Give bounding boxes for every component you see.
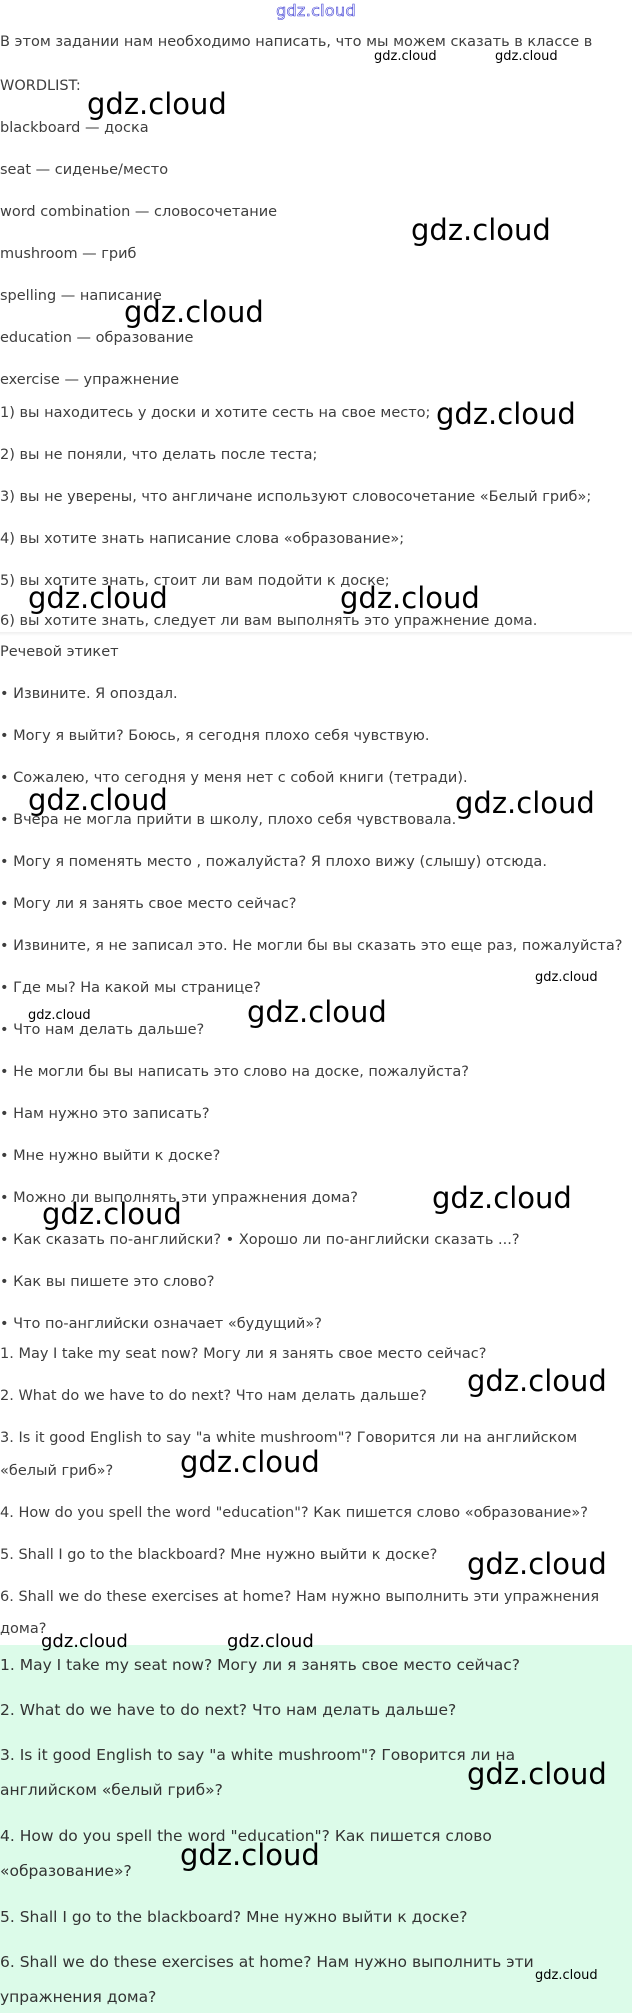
watermark: gdz.cloud: [180, 1838, 320, 1872]
answer-line: 4. How do you spell the word "education"? Как пишется слово «образование»?: [0, 1505, 588, 1521]
etiquette-item: • Можно ли выполнять эти упражнения дома?: [0, 1190, 358, 1206]
etiquette-item: • Сожалею, что сегодня у меня нет с собой книги (тетради).: [0, 770, 468, 786]
final-answer-line: 5. Shall I go to the blackboard? Мне нужно выйти к доске?: [0, 1908, 468, 1926]
etiquette-item: • Как сказать по-английски? • Хорошо ли по-английски сказать ...?: [0, 1232, 520, 1248]
situation-item: 4) вы хотите знать написание слова «образование»;: [0, 531, 405, 547]
watermark: gdz.cloud: [28, 1008, 91, 1023]
etiquette-item: • Что по-английски означает «будущий»?: [0, 1316, 322, 1332]
watermark: gdz.cloud: [535, 970, 598, 985]
etiquette-item: • Как вы пишете это слово?: [0, 1274, 215, 1290]
answer-line: 1. May I take my seat now? Могу ли я занять свое место сейчас?: [0, 1346, 487, 1362]
etiquette-item: • Что нам делать дальше?: [0, 1022, 205, 1038]
answer-line: 2. What do we have to do next? Что нам делать дальше?: [0, 1388, 427, 1404]
watermark: gdz.cloud: [87, 87, 227, 121]
etiquette-item: • Могу я выйти? Боюсь, я сегодня плохо себя чувствую.: [0, 728, 430, 744]
watermark: gdz.cloud: [467, 1364, 607, 1398]
final-answer-line: «образование»?: [0, 1862, 132, 1880]
wordlist-item: spelling — написание: [0, 288, 162, 304]
etiquette-item: • Вчера не могла прийти в школу, плохо себя чувствовала.: [0, 812, 457, 828]
etiquette-heading: Речевой этикет: [0, 644, 119, 660]
etiquette-item: • Могу ли я занять свое место сейчас?: [0, 896, 297, 912]
intro-text: В этом задании нам необходимо написать, что мы можем сказать в классе в: [0, 34, 593, 50]
situation-item: 6) вы хотите знать, следует ли вам выполнять это упражнение дома.: [0, 613, 538, 629]
final-answer-line: английском «белый гриб»?: [0, 1781, 223, 1799]
situation-item: 2) вы не поняли, что делать после теста;: [0, 447, 318, 463]
etiquette-item: • Извините. Я опоздал.: [0, 686, 178, 702]
wordlist-item: mushroom — гриб: [0, 246, 137, 262]
etiquette-item: • Извините, я не записал это. Не могли бы вы сказать это еще раз, пожалуйста?: [0, 938, 623, 954]
watermark: gdz.cloud: [374, 49, 437, 64]
watermark: gdz.cloud: [41, 1631, 128, 1652]
watermark: gdz.cloud: [28, 783, 168, 817]
answer-line: «белый гриб»?: [0, 1463, 114, 1479]
watermark: gdz.cloud: [535, 1968, 598, 1983]
watermark: gdz.cloud: [455, 786, 595, 820]
watermark: gdz.cloud: [467, 1757, 607, 1791]
watermark: gdz.cloud: [411, 213, 551, 247]
section-divider: [0, 632, 632, 636]
wordlist-heading: WORDLIST:: [0, 78, 81, 94]
final-answer-line: 6. Shall we do these exercises at home? Нам нужно выполнить эти: [0, 1953, 534, 1971]
answer-line: 3. Is it good English to say "a white mushroom"? Говорится ли на английском: [0, 1430, 578, 1446]
wordlist-item: seat — сиденье/место: [0, 162, 169, 178]
answer-panel: [0, 1645, 632, 2013]
etiquette-item: • Нам нужно это записать?: [0, 1106, 210, 1122]
wordlist-item: blackboard — доска: [0, 120, 149, 136]
final-answer-line: 3. Is it good English to say "a white mushroom"? Говорится ли на: [0, 1746, 516, 1764]
etiquette-item: • Могу я поменять место , пожалуйста? Я плохо вижу (слышу) отсюда.: [0, 854, 547, 870]
etiquette-item: • Мне нужно выйти к доске?: [0, 1148, 221, 1164]
final-answer-line: упражнения дома?: [0, 1988, 157, 2006]
situation-item: 5) вы хотите знать, стоит ли вам подойти к доске;: [0, 573, 390, 589]
answer-line: 6. Shall we do these exercises at home? Нам нужно выполнить эти упражнения: [0, 1589, 600, 1605]
watermark: gdz.cloud: [42, 1197, 182, 1231]
wordlist-item: exercise — упражнение: [0, 372, 179, 388]
situation-item: 3) вы не уверены, что англичане используют словосочетание «Белый гриб»;: [0, 489, 592, 505]
situation-item: 1) вы находитесь у доски и хотите сесть на свое место;: [0, 405, 431, 421]
wordlist-item: word combination — словосочетание: [0, 204, 278, 220]
watermark: gdz.cloud: [124, 295, 264, 329]
watermark: gdz.cloud: [432, 1181, 572, 1215]
watermark: gdz.cloud: [495, 49, 558, 64]
watermark: gdz.cloud: [340, 581, 480, 615]
final-answer-line: 1. May I take my seat now? Могу ли я занять свое место сейчас?: [0, 1656, 520, 1674]
watermark: gdz.cloud: [227, 1631, 314, 1652]
watermark: gdz.cloud: [28, 581, 168, 615]
watermark: gdz.cloud: [467, 1547, 607, 1581]
watermark: gdz.cloud: [436, 397, 576, 431]
answer-line: 5. Shall I go to the blackboard? Мне нужно выйти к доске?: [0, 1547, 438, 1563]
watermark: gdz.cloud: [180, 1445, 320, 1479]
final-answer-line: 2. What do we have to do next? Что нам делать дальше?: [0, 1701, 457, 1719]
wordlist-item: education — образование: [0, 330, 194, 346]
final-answer-line: 4. How do you spell the word "education"? Как пишется слово: [0, 1827, 492, 1845]
etiquette-item: • Где мы? На какой мы странице?: [0, 980, 261, 996]
answer-line: дома?: [0, 1621, 47, 1637]
etiquette-item: • Не могли бы вы написать это слово на доске, пожалуйста?: [0, 1064, 469, 1080]
site-title-watermark: gdz.cloud: [276, 1, 356, 20]
watermark: gdz.cloud: [247, 995, 387, 1029]
